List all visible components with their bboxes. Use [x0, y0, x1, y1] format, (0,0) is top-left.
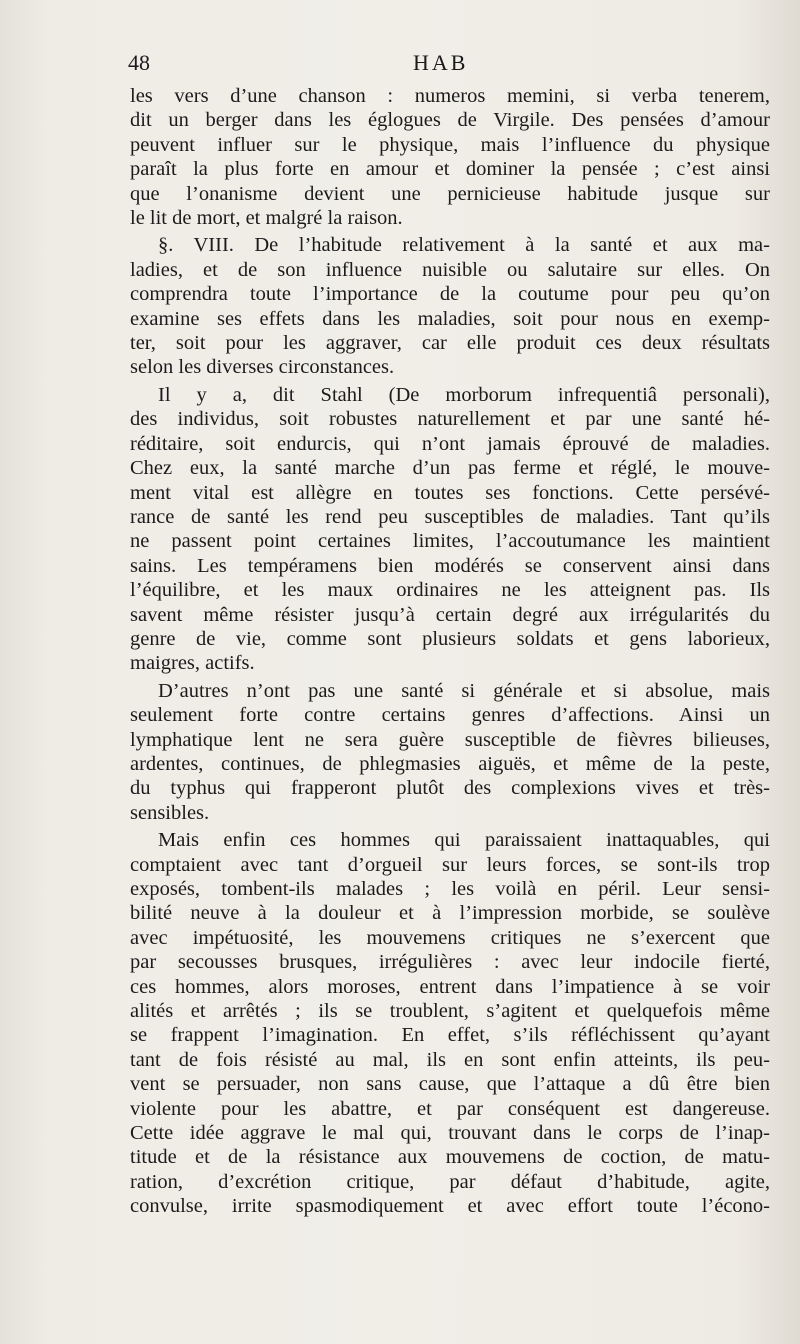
- text-line: lymphatique lent ne sera guère susceptible de fièvres bilieuses,: [130, 728, 770, 751]
- text-line: ne passent point certaines limites, l’accoutumance les maintient: [130, 530, 770, 553]
- paragraph-2: [130, 233, 770, 379]
- text-line: des individus, soit robustes naturellement et par une santé hé-: [130, 408, 770, 431]
- running-head: HAB: [413, 50, 469, 75]
- text-line: peuvent influer sur le physique, mais l’influence du physique: [130, 133, 770, 156]
- paragraph-3: [130, 383, 770, 676]
- text-line: exposés, tombent-ils malades ; les voilà en péril. Leur sensi-: [130, 878, 770, 900]
- text-line: ration, d’excrétion critique, par défaut d’habitude, agite,: [130, 1170, 770, 1193]
- text-line: vent se persuader, non sans cause, que l’attaque a dû être bien: [130, 1073, 770, 1096]
- text-line: les vers d’une chanson : numeros memini, si verba tenerem,: [130, 85, 770, 107]
- text-line: tant de fois résisté au mal, ils en sont enfin atteints, ils peu-: [130, 1048, 770, 1071]
- text-line: ces hommes, alors moroses, entrent dans l’impatience à se voir: [130, 975, 770, 998]
- text-line: convulse, irrite spasmodiquement et avec effort toute l’écono-: [130, 1195, 770, 1218]
- page-number: 48: [128, 50, 150, 75]
- text-line: avec impétuosité, les mouvemens critiques ne s’exercent que: [130, 926, 770, 949]
- text-line: genre de vie, comme sont plusieurs soldats et gens laborieux,: [130, 627, 770, 650]
- body-text: [130, 84, 770, 1222]
- text-line: paraît la plus forte en amour et dominer la pensée ; c’est ainsi: [130, 158, 770, 181]
- text-line: Cette idée aggrave le mal qui, trouvant dans le corps de l’inap-: [130, 1122, 770, 1145]
- text-line: violente pour les abattre, et par conséquent est dangereuse.: [130, 1097, 770, 1120]
- text-line: ment vital est allègre en toutes ses fonctions. Cette persévé-: [130, 481, 770, 504]
- text-line: rance de santé les rend peu susceptibles de maladies. Tant qu’ils: [130, 505, 770, 528]
- text-line: dit un berger dans les églogues de Virgile. Des pensées d’amour: [130, 109, 770, 132]
- text-line: le lit de mort, et malgré la raison.: [130, 207, 403, 230]
- text-line: se frappent l’imagination. En effet, s’ils réfléchissent qu’ayant: [130, 1024, 770, 1047]
- text-line: comptaient avec tant d’orgueil sur leurs forces, se sont-ils trop: [130, 853, 770, 876]
- text-line: réditaire, soit endurcis, qui n’ont jamais éprouvé de maladies.: [130, 432, 770, 455]
- text-line: savent même résister jusqu’à certain degré aux irrégularités du: [130, 603, 770, 626]
- paragraph-4: [130, 679, 770, 825]
- text-line: maigres, actifs.: [130, 652, 255, 675]
- text-line: seulement forte contre certains genres d’affections. Ainsi un: [130, 704, 770, 727]
- text-line: selon les diverses circonstances.: [130, 356, 395, 379]
- text-line: Mais enfin ces hommes qui paraissaient inattaquables, qui: [158, 829, 770, 852]
- page-header: [128, 46, 770, 82]
- text-line: du typhus qui frapperont plutôt des complexions vives et très-: [130, 777, 770, 800]
- text-line: par secousses brusques, irrégulières : avec leur indocile fierté,: [130, 951, 770, 974]
- text-line: sensibles.: [130, 801, 210, 824]
- text-line: ardentes, continues, de phlegmasies aiguës, et même de la peste,: [130, 752, 770, 775]
- text-line: D’autres n’ont pas une santé si générale et si absolue, mais: [158, 679, 770, 702]
- text-line: examine ses effets dans les maladies, soit pour nous en exemp-: [130, 307, 770, 330]
- text-line: ladies, et de son influence nuisible ou salutaire sur elles. On: [130, 258, 770, 281]
- text-line: que l’onanisme devient une pernicieuse habitude jusque sur: [130, 182, 770, 205]
- text-line: titude et de la résistance aux mouvemens de coction, de matu-: [130, 1146, 770, 1169]
- text-line: alités et arrêtés ; ils se troublent, s’agitent et quelquefois même: [130, 1000, 770, 1023]
- text-line: bilité neuve à la douleur et à l’impression morbide, se soulève: [130, 902, 770, 925]
- text-line: l’équilibre, et les maux ordinaires ne les atteignent pas. Ils: [130, 579, 770, 602]
- text-line: Il y a, dit Stahl (De morborum infrequentiâ personali),: [158, 383, 770, 406]
- text-line: comprendra toute l’importance de la coutume pour peu qu’on: [130, 283, 770, 306]
- text-line: Chez eux, la santé marche d’un pas ferme et réglé, le mouve-: [130, 457, 770, 480]
- paragraph-1: [130, 84, 770, 230]
- paragraph-5: [130, 828, 770, 1219]
- text-line: sains. Les tempéramens bien modérés se conservent ainsi dans: [130, 554, 770, 577]
- text-line: ter, soit pour les aggraver, car elle produit ces deux résultats: [130, 332, 770, 355]
- section-heading-line: §. VIII. De l’habitude relativement à la santé et aux ma-: [158, 234, 770, 257]
